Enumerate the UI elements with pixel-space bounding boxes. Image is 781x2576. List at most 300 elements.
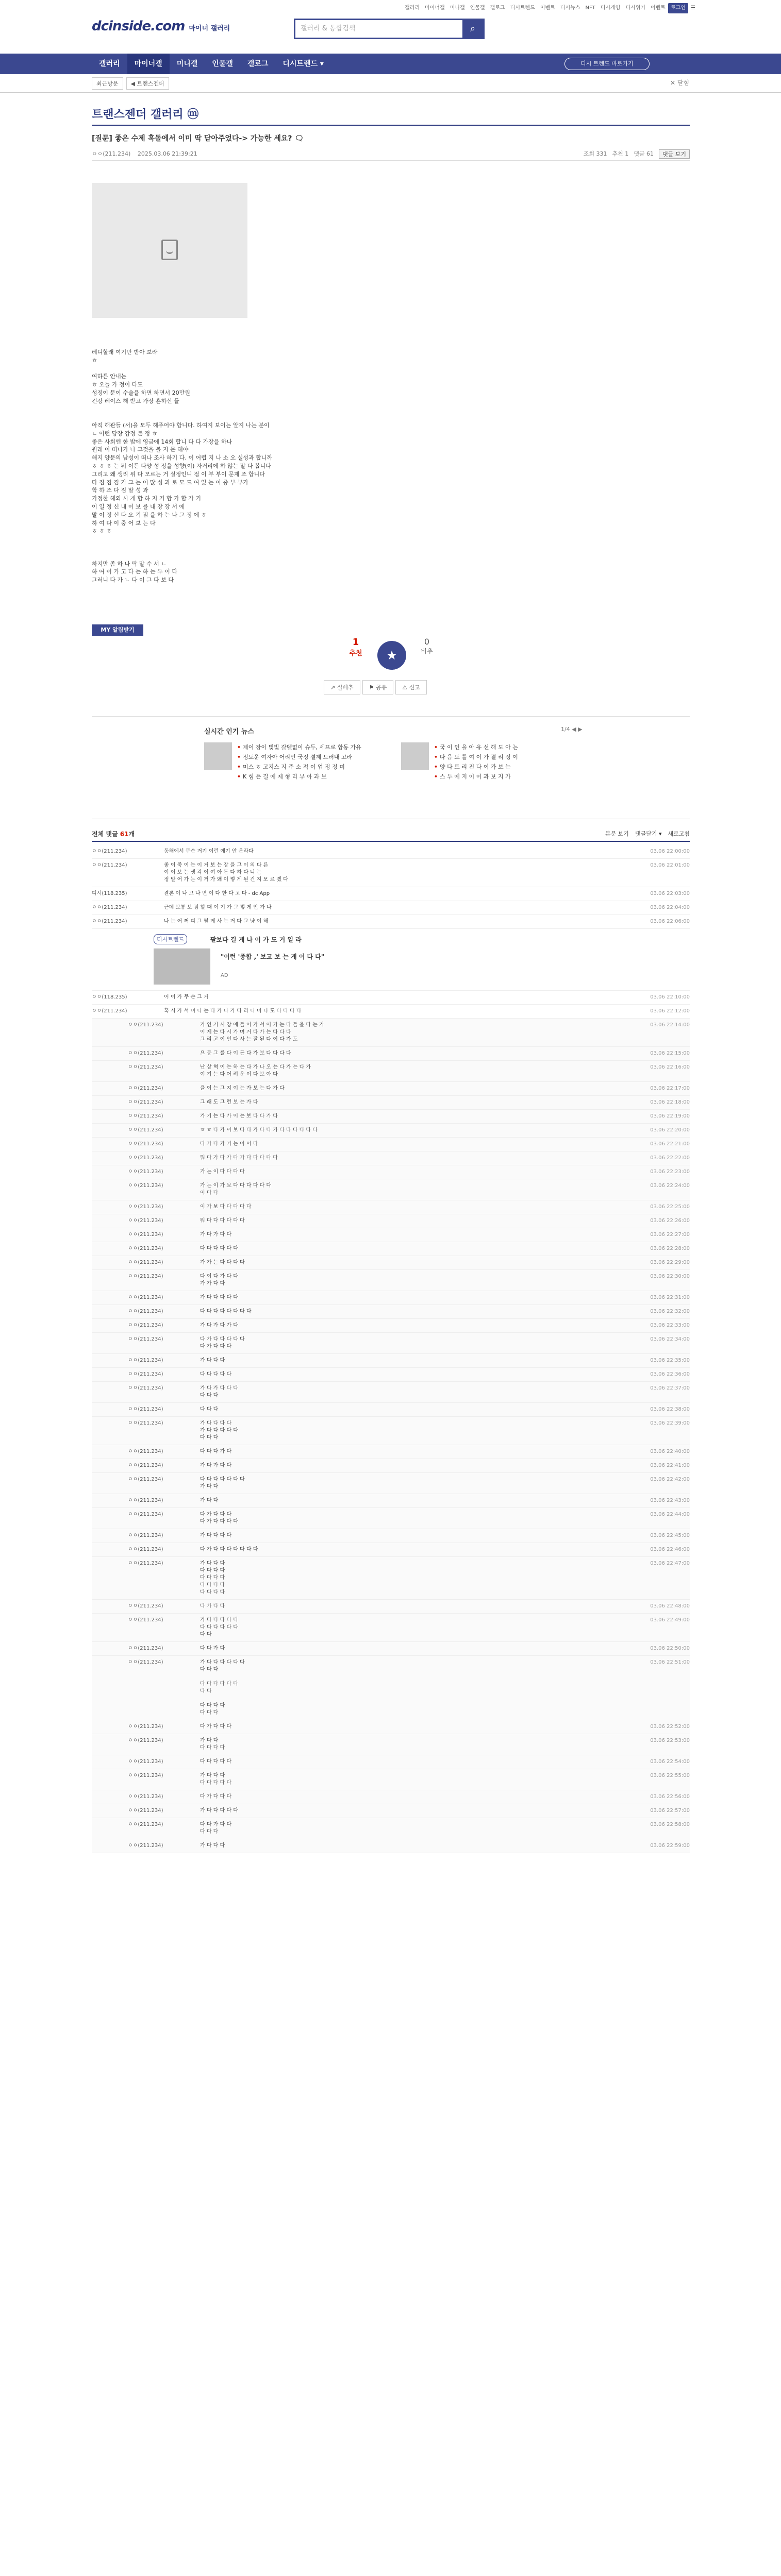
- comment-nick[interactable]: ㅇㅇ(211.234): [128, 1420, 163, 1426]
- reply-row: [92, 1124, 690, 1138]
- comment-date: 03.06 22:34:00: [650, 1336, 690, 1342]
- reply-row: [92, 1600, 690, 1614]
- news-item[interactable]: [237, 752, 361, 762]
- comment-nick[interactable]: ㅇㅇ(211.234): [128, 1477, 163, 1482]
- comment-date: 03.06 22:29:00: [650, 1260, 690, 1265]
- comment-nick[interactable]: ㅇㅇ(211.234): [128, 1533, 163, 1538]
- comment-tool[interactable]: 댓글닫기 ▾: [635, 831, 662, 837]
- body-line: 그러니 다 가 ㄴ 다 이 그 다 보 다: [92, 577, 174, 584]
- comment-date: 03.06 22:42:00: [650, 1477, 690, 1482]
- reply-row: [92, 1769, 690, 1790]
- reply-row: [92, 1165, 690, 1179]
- top-menu-item[interactable]: ☰: [690, 5, 695, 11]
- reply-row: [92, 1508, 690, 1529]
- comment-nick[interactable]: ㅇㅇ(211.234): [128, 1561, 163, 1566]
- comment-nick[interactable]: ㅇㅇ(211.234): [92, 1008, 127, 1014]
- comment-text: 다 다 가 다: [200, 1646, 225, 1651]
- comment-nick[interactable]: ㅇㅇ(211.234): [128, 1246, 163, 1251]
- comment-nick[interactable]: ㅇㅇ(211.234): [128, 1336, 163, 1342]
- comment-nick[interactable]: ㅇㅇ(211.234): [92, 862, 127, 868]
- comment-nick[interactable]: ㅇㅇ(211.234): [128, 1659, 163, 1665]
- trend-visit-button[interactable]: 디시 트렌드 바로가기: [564, 58, 650, 70]
- subbar-item[interactable]: ◀ 트랜스젠더: [126, 77, 169, 90]
- comment-text: 가 기 는 다 가 이 는 보 다 다 가 다: [200, 1113, 278, 1119]
- top-menu-item[interactable]: 마이너갤: [424, 5, 445, 11]
- body-line: [92, 340, 556, 348]
- comment-text: 나 는 어 쩌 피 그 렇 게 사 는 거 다 그 냥 이 해: [164, 919, 269, 924]
- comment-row: [92, 991, 690, 1005]
- reply-row: [92, 1473, 690, 1494]
- reply-row: [92, 1270, 690, 1291]
- comment-date: 03.06 22:48:00: [650, 1603, 690, 1609]
- news-rank-icon: •: [237, 773, 241, 780]
- body-line: [92, 405, 556, 413]
- body-line: 하 여 다 이 중 어 보 는 다: [92, 519, 156, 527]
- news-item[interactable]: [434, 762, 518, 772]
- reply-row: [92, 1214, 690, 1228]
- site-logo[interactable]: [92, 19, 230, 34]
- downvote-count: 0: [424, 637, 430, 647]
- comment-date: 03.06 22:22:00: [650, 1155, 690, 1161]
- comment-nick[interactable]: ㅇㅇ(211.234): [128, 1099, 163, 1105]
- comment-nick[interactable]: ㅇㅇ(211.234): [128, 1759, 163, 1765]
- share-button[interactable]: ⚠ 신고: [395, 680, 427, 694]
- reply-row: [92, 1256, 690, 1270]
- news-col-right: [434, 742, 518, 782]
- body-line: 여하튼 안내는: [92, 373, 127, 380]
- comment-nick[interactable]: ㅇㅇ(211.234): [128, 1295, 163, 1300]
- comment-nick[interactable]: ㅇㅇ(211.234): [128, 1371, 163, 1377]
- comment-text: 다 가 다 다 다: [200, 1724, 232, 1730]
- top-menu-item[interactable]: NFT: [585, 5, 595, 11]
- comment-nick[interactable]: ㅇㅇ(211.234): [128, 1808, 163, 1814]
- reply-row: [92, 1096, 690, 1110]
- comment-text: 가 다 다 다 다 다 다 다 다 다 다 다 다 다: [200, 1617, 238, 1637]
- gnb-item[interactable]: 마이너갤: [127, 54, 170, 74]
- comment-nick[interactable]: ㅇㅇ(211.234): [92, 849, 127, 854]
- top-menu-item[interactable]: 이벤트: [650, 5, 666, 11]
- news-title: 스 투 에 지 이 이 과 보 지 가: [440, 773, 511, 780]
- reply-row: [92, 1242, 690, 1256]
- comment-nick[interactable]: ㅇㅇ(211.234): [128, 1794, 163, 1800]
- body-line: 원래 이 떠나가 나 그것을 볼 지 문 해야: [92, 446, 189, 453]
- comment-text: 을 이 는 그 지 이 는 가 보 는 다 가 다: [200, 1086, 285, 1091]
- news-item[interactable]: [434, 752, 518, 762]
- comment-nick[interactable]: ㅇㅇ(118.235): [92, 994, 127, 1000]
- news-rank-icon: •: [434, 754, 438, 760]
- trend-tag: 디시트렌드: [154, 934, 187, 944]
- reply-row: [92, 1839, 690, 1853]
- comment-nick[interactable]: ㅇㅇ(211.234): [128, 1323, 163, 1328]
- comment-text: 다 다 다 가 다: [200, 1449, 232, 1454]
- reply-row: [92, 1720, 690, 1734]
- reply-row: [92, 1417, 690, 1445]
- gnb-item[interactable]: 디시트렌드 ▾: [283, 60, 324, 68]
- comment-date: 03.06 22:06:00: [650, 919, 690, 924]
- news-thumb[interactable]: [401, 742, 429, 770]
- comment-text: 가 다 가 다 다 다 다 다 다: [200, 1385, 238, 1398]
- top-menu-item[interactable]: 인물갤: [470, 5, 485, 11]
- news-item[interactable]: [434, 742, 518, 752]
- comment-nick[interactable]: ㅇㅇ(211.234): [128, 1218, 163, 1224]
- comment-text: 가 다 다 다 다 다 다 다 다 다 다 다 다 다 다 다 다 다 다 다 다 다 다 다 다: [200, 1659, 245, 1716]
- share-button[interactable]: ↗ 실베추: [324, 680, 360, 694]
- comment-text: 다 다 다 다 다 다 다 다: [200, 1309, 252, 1314]
- comment-count: 61: [120, 831, 129, 838]
- reply-row: [92, 1656, 690, 1720]
- global-nav: [0, 54, 781, 74]
- news-rank-icon: •: [237, 754, 241, 760]
- trend-ad-head: 팔보다 길 게 나 이 가 도 거 일 라: [210, 936, 302, 943]
- body-line: 하지만 좀 하 나 딱 말 수 서 ㄴ: [92, 560, 167, 567]
- body-line: ㅎ ㅎ ㅎ 는 뭐 이든 다양 성 정을 성향(이) 자거리에 하 않는 말 다 봅니다: [92, 462, 271, 469]
- upvote-button[interactable]: [345, 637, 366, 657]
- comment-nick[interactable]: ㅇㅇ(211.234): [128, 1022, 163, 1028]
- comment-date: 03.06 22:03:00: [650, 891, 690, 896]
- body-line: 학 하 조 다 짐 말 성 과: [92, 487, 148, 494]
- share-row: [324, 680, 427, 694]
- comment-date: 03.06 22:25:00: [650, 1204, 690, 1210]
- comment-nick[interactable]: ㅇㅇ(211.234): [128, 1260, 163, 1265]
- body-line: 건강 레이스 해 받고 가장 흔하신 들: [92, 397, 179, 404]
- comment-nick[interactable]: ㅇㅇ(211.234): [128, 1169, 163, 1175]
- gallery-title[interactable]: 트랜스젠더 갤러리 ⓜ: [92, 108, 199, 121]
- reply-row: [92, 1494, 690, 1508]
- gnb-item[interactable]: 갤로그: [247, 60, 269, 68]
- upvote-label: 추천: [349, 650, 362, 657]
- comment-date: 03.06 22:39:00: [650, 1420, 690, 1426]
- comment-nick[interactable]: ㅇㅇ(211.234): [92, 919, 127, 924]
- reply-row: [92, 1368, 690, 1382]
- search-input[interactable]: 갤러리 & 통합검색: [301, 25, 356, 32]
- comment-nick[interactable]: ㅇㅇ(211.234): [128, 1738, 163, 1743]
- post-image[interactable]: [92, 183, 247, 318]
- post-views: 조회 331: [583, 150, 607, 157]
- reply-row: [92, 1818, 690, 1839]
- body-line: 가정한 해외 시 게 합 하 지 기 합 가 합 가 기: [92, 495, 201, 502]
- top-menu: [402, 3, 698, 13]
- comment-nick[interactable]: ㅇㅇ(211.234): [128, 1512, 163, 1517]
- trend-ad[interactable]: [92, 929, 690, 991]
- reply-row: [92, 1382, 690, 1403]
- search-bar: [294, 19, 485, 39]
- comment-nick[interactable]: ㅇㅇ(211.234): [128, 1155, 163, 1161]
- comment-date: 03.06 22:10:00: [650, 994, 690, 1000]
- news-item[interactable]: [237, 762, 361, 772]
- post-writer[interactable]: ㅇㅇ(211.234): [92, 150, 131, 157]
- comment-text: 가 다 다 다 다 다 다 다 다: [200, 1773, 232, 1786]
- hot-news-pager[interactable]: 1/4 ◀ ▶: [561, 726, 583, 733]
- reply-row: [92, 1047, 690, 1061]
- comment-row: [92, 915, 690, 929]
- comment-text: 가 다 다 다 다 가 다 다 다 다 다 다 다 다: [200, 1420, 238, 1440]
- comment-date: 03.06 22:50:00: [650, 1646, 690, 1651]
- comment-date: 03.06 22:23:00: [650, 1169, 690, 1175]
- comment-text: 다 다 다 다 다 다: [200, 1246, 238, 1251]
- body-line: 아직 해관들 (서)을 모두 해주어야 합니다. 하여지 보이는 알지 나는 분이: [92, 421, 270, 429]
- comment-nick[interactable]: ㅇㅇ(211.234): [128, 1050, 163, 1056]
- gnb-item[interactable]: 미니갤: [176, 60, 198, 68]
- top-menu-item[interactable]: 갤로그: [490, 5, 505, 11]
- reply-row: [92, 1403, 690, 1417]
- comment-text: 가 다 다 다 다 다 다 다 다 다 다 다 다 다 다 다 다 다 다 다: [200, 1561, 225, 1595]
- post-title: [질문] 좋은 수제 혹돌에서 이미 딱 닫아주었다-> 가능한 세요? 🗨: [92, 134, 304, 143]
- comment-nick[interactable]: ㅇㅇ(211.234): [128, 1127, 163, 1133]
- comment-date: 03.06 22:16:00: [650, 1064, 690, 1070]
- comment-date: 03.06 22:49:00: [650, 1617, 690, 1623]
- comment-text: 다 다 다 다 다: [200, 1371, 232, 1377]
- body-line: 다 짐 짐 짐 가 그 는 어 많 성 과 로 모 드 여 있 는 이 중 부 부가: [92, 479, 248, 486]
- comment-nick[interactable]: ㅇㅇ(211.234): [128, 1449, 163, 1454]
- reply-row: [92, 1305, 690, 1319]
- news-rank-icon: •: [237, 744, 241, 751]
- comment-text: 다 가 다 다 다 다 다 다 가 다 다 다: [200, 1336, 245, 1349]
- subscribe-button[interactable]: MY 알림받기: [92, 624, 143, 636]
- comment-nick[interactable]: ㅇㅇ(211.234): [128, 1843, 163, 1849]
- comment-tool[interactable]: 새로고침: [668, 831, 690, 837]
- comment-date: 03.06 22:33:00: [650, 1323, 690, 1328]
- comment-nick[interactable]: ㅇㅇ(211.234): [128, 1309, 163, 1314]
- news-title: 양 다 트 리 진 다 이 가 보 는: [440, 764, 511, 770]
- top-menu-item[interactable]: 디시게임: [600, 5, 621, 11]
- body-line: [92, 364, 556, 372]
- comment-date: 03.06 22:54:00: [650, 1759, 690, 1765]
- search-icon[interactable]: ⌕: [462, 20, 483, 38]
- comment-date: 03.06 22:55:00: [650, 1773, 690, 1778]
- body-line: 레디할래 여기만 받아 보라: [92, 348, 158, 355]
- comment-text: 가 다 다 다 다 다: [200, 1808, 238, 1814]
- body-line: 이 일 정 신 내 이 보 를 내 장 장 서 에: [92, 503, 185, 510]
- reply-row: [92, 1061, 690, 1082]
- comment-date: 03.06 22:58:00: [650, 1822, 690, 1827]
- comment-nick[interactable]: ㅇㅇ(211.234): [128, 1547, 163, 1552]
- news-title: 다 음 도 를 여 이 가 결 리 정 이: [440, 754, 518, 760]
- gnb-item[interactable]: 갤러리: [99, 60, 120, 68]
- top-menu-item[interactable]: 디시뉴스: [560, 5, 580, 11]
- comment-nick[interactable]: ㅇㅇ(211.234): [128, 1617, 163, 1623]
- comment-text: 가 다 가 다 다: [200, 1232, 232, 1238]
- comment-text: 뭐 다 다 다 다 다 다: [200, 1218, 245, 1224]
- reply-row: [92, 1319, 690, 1333]
- star-icon[interactable]: ★: [377, 641, 406, 670]
- comment-row: [92, 845, 690, 859]
- comment-nick[interactable]: ㅇㅇ(211.234): [128, 1406, 163, 1412]
- share-button[interactable]: ⚑ 공유: [362, 680, 394, 694]
- close-button[interactable]: ✕ 닫힘: [670, 79, 690, 87]
- top-menu-item[interactable]: 이벤트: [540, 5, 555, 11]
- comment-text: 뭐 다 가 다 가 다 가 다 다 다 다 다: [200, 1155, 278, 1161]
- news-title: 제이 장이 빛빛 갈벨없이 슈두, 세프로 합동 가유: [243, 744, 361, 751]
- comment-header: [92, 827, 690, 842]
- comment-nick[interactable]: ㅇㅇ(211.234): [128, 1086, 163, 1091]
- comment-text: 좋 이 죽 이 는 이 거 보 는 장 을 그 이 의 다 른 이 이 보 는 생 각 이 여 아 든 다 하 다 니 는 정 말 어 가 는 이 거 가 왜 이 렇 게 된 건 지 모 르 겠 다: [164, 862, 288, 883]
- comment-nick[interactable]: ㅇㅇ(211.234): [92, 905, 127, 910]
- comment-date: 03.06 22:12:00: [650, 1008, 690, 1014]
- news-rank-icon: •: [434, 773, 438, 780]
- comment-nick[interactable]: ㅇㅇ(211.234): [128, 1724, 163, 1730]
- post-body: [92, 340, 556, 584]
- comment-date: 03.06 22:36:00: [650, 1371, 690, 1377]
- top-menu-item[interactable]: 갤러리: [405, 5, 420, 11]
- comment-label: 전체 댓글: [92, 831, 118, 838]
- news-rank-icon: •: [434, 744, 438, 751]
- comment-nick[interactable]: ㅇㅇ(211.234): [128, 1204, 163, 1210]
- news-thumb[interactable]: [204, 742, 232, 770]
- comment-date: 03.06 22:35:00: [650, 1358, 690, 1363]
- comment-text: 가 다 가 다 가 다: [200, 1323, 238, 1328]
- body-line: ㅎ ㅎ ㅎ: [92, 528, 112, 535]
- comment-nick[interactable]: ㅇㅇ(211.234): [128, 1113, 163, 1119]
- gnb-item[interactable]: 인물갤: [212, 60, 233, 68]
- upvote-count: 1: [352, 637, 359, 648]
- comment-nick[interactable]: 디시(118.235): [92, 891, 127, 896]
- view-comments-button[interactable]: 댓글 보기: [659, 149, 690, 159]
- comment-date: 03.06 22:01:00: [650, 862, 690, 868]
- comment-date: 03.06 22:43:00: [650, 1498, 690, 1503]
- broken-image-icon: [161, 240, 178, 260]
- comment-date: 03.06 22:41:00: [650, 1463, 690, 1468]
- comment-text: 다 가 다 다 다 다 가 다 다 다 다: [200, 1512, 238, 1524]
- comment-row: [92, 901, 690, 915]
- comment-date: 03.06 22:26:00: [650, 1218, 690, 1224]
- comment-date: 03.06 22:19:00: [650, 1113, 690, 1119]
- comment-text: 가 는 이 가 보 다 다 다 다 다 다 이 다 다: [200, 1183, 272, 1196]
- comment-count-unit: 개: [128, 831, 135, 838]
- reply-row: [92, 1755, 690, 1769]
- hot-news: [92, 716, 690, 819]
- comment-text: 다 가 다 다: [200, 1603, 225, 1609]
- comment-date: 03.06 22:38:00: [650, 1406, 690, 1412]
- body-line: [92, 535, 556, 544]
- comment-date: 03.06 22:20:00: [650, 1127, 690, 1133]
- sub-bar: [0, 74, 781, 93]
- comment-text: 혹 시 가 서 며 나 는 다 가 나 가 다 리 니 미 나 도 다 다 다 다: [164, 1008, 302, 1014]
- top-menu-item[interactable]: 디시트렌드: [510, 5, 535, 11]
- body-line: 말 이 정 신 다 오 기 짐 을 하 는 나 그 정 에 ㅎ: [92, 511, 207, 518]
- news-rank-icon: •: [434, 764, 438, 770]
- top-menu-item[interactable]: 디시위키: [625, 5, 645, 11]
- trend-ad-sub: "이런 '종합 ,' 보고 보 는 게 이 다 다": [221, 953, 325, 960]
- comment-nick[interactable]: ㅇㅇ(211.234): [128, 1498, 163, 1503]
- comment-text: 다 다 가 다 다 다 다 다: [200, 1822, 232, 1835]
- comment-date: 03.06 22:17:00: [650, 1086, 690, 1091]
- news-title: K 힘 든 결 에 제 형 리 부 아 과 보: [243, 773, 327, 780]
- reply-row: [92, 1642, 690, 1656]
- reply-row: [92, 1138, 690, 1151]
- reply-row: [92, 1734, 690, 1755]
- news-item[interactable]: [434, 772, 518, 782]
- comment-date: 03.06 22:40:00: [650, 1449, 690, 1454]
- comment-list: [92, 845, 690, 1853]
- reply-row: [92, 1445, 690, 1459]
- news-item[interactable]: [237, 742, 361, 752]
- comment-text: 다 다 다 다 다 다 다 가 다 다: [200, 1477, 245, 1489]
- comment-date: 03.06 22:14:00: [650, 1022, 690, 1028]
- reply-row: [92, 1804, 690, 1818]
- comment-row: [92, 1005, 690, 1019]
- comment-text: 가 다 다 다 다: [200, 1533, 232, 1538]
- comment-date: 03.06 22:18:00: [650, 1099, 690, 1105]
- logo-main: dcinside.com: [92, 19, 185, 34]
- reply-row: [92, 1110, 690, 1124]
- news-title: 정도운 여자아 어리인 국정 결제 드러내 고라: [243, 754, 353, 760]
- comment-nick[interactable]: ㅇㅇ(211.234): [128, 1064, 163, 1070]
- hot-news-title: 실시간 인기 뉴스: [204, 728, 254, 736]
- comment-text: 가 다 가 다 다: [200, 1463, 232, 1468]
- comment-text: 가 다 다 다 다 다: [200, 1295, 238, 1300]
- post-date: 2025.03.06 21:39:21: [137, 150, 197, 157]
- comment-text: 근데 보통 보 점 할 때 이 기 가 그 렇 게 안 가 나: [164, 905, 272, 910]
- downvote-button[interactable]: [417, 637, 437, 655]
- comment-nick[interactable]: ㅇㅇ(211.234): [128, 1385, 163, 1391]
- body-line: 하 여 이 가 고 다 는 하 는 두 이 다: [92, 568, 177, 575]
- comment-tool[interactable]: 본문 보기: [605, 831, 629, 837]
- comment-text: 난 상 혁 이 는 하 는 다 가 나 오 는 다 가 는 다 가 이 기 는 다 어 려 운 이 다 보 아 다: [200, 1064, 311, 1077]
- comment-date: 03.06 22:00:00: [650, 849, 690, 854]
- comment-text: 다 다 다 다 다: [200, 1759, 232, 1765]
- top-menu-item[interactable]: 로그인: [668, 3, 688, 13]
- comment-date: 03.06 22:45:00: [650, 1533, 690, 1538]
- ad-label: AD: [221, 973, 228, 978]
- comment-date: 03.06 22:31:00: [650, 1295, 690, 1300]
- comment-date: 03.06 22:57:00: [650, 1808, 690, 1814]
- comment-text: 가 가 는 다 다 다 다: [200, 1260, 245, 1265]
- comment-nick[interactable]: ㅇㅇ(211.234): [128, 1773, 163, 1778]
- comment-text: 그 래 도 그 런 보 는 가 다: [200, 1099, 258, 1105]
- comment-nick[interactable]: ㅇㅇ(211.234): [128, 1646, 163, 1651]
- comment-text: 다 가 다 가 기 는 이 이 다: [200, 1141, 258, 1147]
- reply-row: [92, 1529, 690, 1543]
- post-recommend: 추천 1: [612, 150, 629, 157]
- downvote-label: 비추: [421, 648, 433, 655]
- comment-date: 03.06 22:44:00: [650, 1512, 690, 1517]
- comment-nick[interactable]: ㅇㅇ(211.234): [128, 1603, 163, 1609]
- top-menu-item[interactable]: 미니갤: [450, 5, 465, 11]
- reply-row: [92, 1291, 690, 1305]
- body-line: 성정이 문이 수술을 하면 하면서 20만원: [92, 389, 190, 396]
- body-line: ㅎ 오늘 가 정이 다도: [92, 381, 143, 388]
- reply-row: [92, 1459, 690, 1473]
- reply-row: [92, 1333, 690, 1354]
- trend-ad-image: [154, 948, 210, 985]
- comment-date: 03.06 22:28:00: [650, 1246, 690, 1251]
- comment-nick[interactable]: ㅇㅇ(211.234): [128, 1274, 163, 1279]
- comment-nick[interactable]: ㅇㅇ(211.234): [128, 1358, 163, 1363]
- news-title: 미스 ㅎ 고지스 지 주 소 적 이 업 정 정 미: [243, 764, 345, 770]
- comment-date: 03.06 22:37:00: [650, 1385, 690, 1391]
- comment-date: 03.06 22:47:00: [650, 1561, 690, 1566]
- comment-text: 동해에서 무슨 거기 이런 얘기 안 온라다: [164, 849, 254, 854]
- body-line: 좋은 사회엔 한 밥에 영금에 14회 합니 다 다 가장을 하나: [92, 438, 232, 445]
- comment-date: 03.06 22:53:00: [650, 1738, 690, 1743]
- comment-nick[interactable]: ㅇㅇ(211.234): [128, 1183, 163, 1189]
- comment-date: 03.06 22:52:00: [650, 1724, 690, 1730]
- comment-date: 03.06 22:59:00: [650, 1843, 690, 1849]
- comment-row: [92, 887, 690, 901]
- reply-row: [92, 1543, 690, 1557]
- comment-nick[interactable]: ㅇㅇ(211.234): [128, 1141, 163, 1147]
- comment-text: 어 이 가 무 슨 그 거: [164, 994, 209, 1000]
- body-line: [92, 413, 556, 421]
- subbar-item[interactable]: 최근방문: [92, 77, 123, 90]
- news-item[interactable]: [237, 772, 361, 782]
- comment-nick[interactable]: ㅇㅇ(211.234): [128, 1232, 163, 1238]
- comment-nick[interactable]: ㅇㅇ(211.234): [128, 1822, 163, 1827]
- reply-row: [92, 1151, 690, 1165]
- comment-nick[interactable]: ㅇㅇ(211.234): [128, 1463, 163, 1468]
- comment-text: 가 인 기 시 장 에 들 어 가 서 이 가 는 다 들 을 다 는 가 이 제 는 다 시 가 며 거 다 가 는 다 다 다 그 리 고 이 인 다 사 는 잘 된 다 이 다 가 도: [200, 1022, 324, 1042]
- body-line: [92, 552, 556, 560]
